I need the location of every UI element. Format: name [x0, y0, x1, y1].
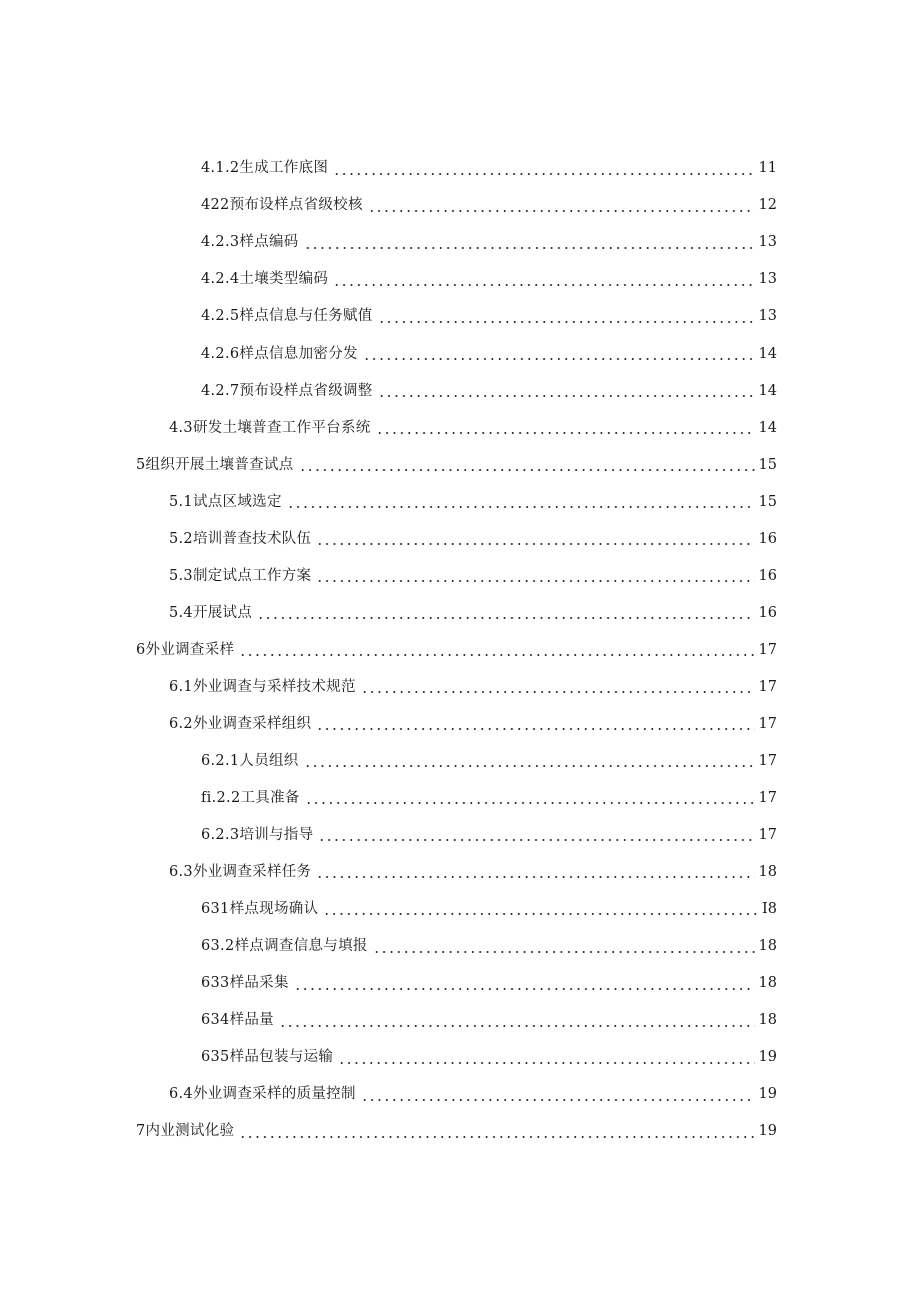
- dot-leader: [316, 532, 754, 546]
- toc-entry-label: 633样品采集: [201, 975, 289, 992]
- toc-entry-page: 17: [758, 790, 777, 807]
- toc-entry-page: 14: [758, 345, 777, 362]
- toc-entry[interactable]: [0, 483, 920, 520]
- toc-entry-page: 16: [758, 604, 777, 621]
- toc-entry[interactable]: [0, 1002, 920, 1039]
- dot-leader: [287, 495, 755, 509]
- toc-entry-label: 4.1.2生成工作底图: [201, 160, 329, 177]
- toc-entry-label: 4.2.7预布设样点省级调整: [201, 382, 373, 399]
- toc-entry[interactable]: [0, 409, 920, 446]
- table-of-contents: [0, 150, 920, 1150]
- toc-entry-label: 5.4开展试点: [169, 604, 253, 621]
- toc-entry-page: 12: [758, 197, 777, 214]
- toc-entry[interactable]: [0, 261, 920, 298]
- toc-entry-label: 631样点现场确认: [201, 901, 319, 918]
- toc-entry-page: 13: [758, 234, 777, 251]
- toc-entry[interactable]: [0, 335, 920, 372]
- toc-entry-label: 5组织开展土壤普查试点: [136, 456, 294, 473]
- toc-entry-page: 18: [758, 938, 777, 955]
- dot-leader: [361, 1088, 755, 1102]
- toc-entry[interactable]: [0, 854, 920, 891]
- toc-entry[interactable]: [0, 632, 920, 669]
- toc-entry-page: 17: [758, 678, 777, 695]
- dot-leader: [279, 1014, 755, 1028]
- dot-leader: [363, 347, 755, 361]
- toc-entry-page: 19: [758, 1086, 777, 1103]
- toc-entry-page: 18: [758, 864, 777, 881]
- toc-entry[interactable]: [0, 780, 920, 817]
- toc-entry-page: 18: [758, 975, 777, 992]
- toc-entry-label: 634样品量: [201, 1012, 274, 1029]
- dot-leader: [376, 421, 755, 435]
- toc-entry-label: 63.2样点调查信息与填报: [201, 938, 368, 955]
- toc-entry-page: 17: [758, 753, 777, 770]
- toc-entry[interactable]: [0, 1113, 920, 1150]
- toc-entry-page: I8: [762, 901, 777, 918]
- toc-entry[interactable]: [0, 1076, 920, 1113]
- toc-entry-page: 19: [758, 1049, 777, 1066]
- toc-entry[interactable]: [0, 224, 920, 261]
- toc-entry-label: 6外业调查采样: [136, 641, 235, 658]
- dot-leader: [333, 162, 754, 176]
- toc-entry[interactable]: [0, 595, 920, 632]
- toc-entry-label: 6.3外业调查采样任务: [169, 864, 312, 881]
- dot-leader: [316, 569, 754, 583]
- toc-entry-label: 5.2培训普查技术队伍: [169, 530, 312, 547]
- toc-entry-page: 15: [758, 493, 777, 510]
- toc-entry[interactable]: [0, 669, 920, 706]
- dot-leader: [378, 310, 755, 324]
- toc-entry[interactable]: [0, 150, 920, 187]
- dot-leader: [305, 791, 755, 805]
- dot-leader: [333, 273, 754, 287]
- toc-entry-label: 5.3制定试点工作方案: [169, 567, 312, 584]
- dot-leader: [294, 977, 755, 991]
- dot-leader: [304, 754, 755, 768]
- toc-entry[interactable]: [0, 446, 920, 483]
- toc-entry-page: 18: [758, 1012, 777, 1029]
- toc-entry-page: 15: [758, 456, 777, 473]
- dot-leader: [316, 865, 754, 879]
- dot-leader: [338, 1051, 754, 1065]
- toc-entry-label: 6.2.1人员组织: [201, 753, 299, 770]
- toc-entry[interactable]: [0, 520, 920, 557]
- toc-entry[interactable]: [0, 817, 920, 854]
- toc-entry-label: 4.3研发土壤普查工作平台系统: [169, 419, 371, 436]
- toc-entry-page: 17: [758, 715, 777, 732]
- dot-leader: [299, 458, 755, 472]
- toc-entry-page: 17: [758, 641, 777, 658]
- toc-entry-page: 11: [758, 160, 777, 177]
- toc-entry-label: fi.2.2工具准备: [201, 790, 300, 807]
- toc-entry-page: 17: [758, 827, 777, 844]
- toc-entry-page: 16: [758, 567, 777, 584]
- toc-entry-page: 14: [758, 419, 777, 436]
- toc-entry-page: 19: [758, 1123, 777, 1140]
- dot-leader: [373, 940, 755, 954]
- toc-entry-page: 16: [758, 530, 777, 547]
- toc-entry[interactable]: [0, 558, 920, 595]
- toc-entry-label: 4.2.5样点信息与任务赋值: [201, 308, 373, 325]
- dot-leader: [318, 828, 754, 842]
- toc-entry-label: 635样品包装与运输: [201, 1049, 334, 1066]
- toc-entry[interactable]: [0, 891, 920, 928]
- toc-entry-label: 5.1试点区域选定: [169, 493, 282, 510]
- toc-entry-page: 13: [758, 271, 777, 288]
- toc-entry-label: 6.2外业调查采样组织: [169, 715, 312, 732]
- dot-leader: [368, 199, 755, 213]
- dot-leader: [316, 717, 754, 731]
- toc-entry-page: 13: [758, 308, 777, 325]
- toc-entry[interactable]: [0, 706, 920, 743]
- dot-leader: [239, 643, 754, 657]
- dot-leader: [239, 1125, 754, 1139]
- toc-entry-page: 14: [758, 382, 777, 399]
- toc-entry-label: 6.2.3培训与指导: [201, 827, 314, 844]
- toc-entry-label: 7内业测试化验: [136, 1123, 235, 1140]
- toc-entry[interactable]: [0, 743, 920, 780]
- toc-entry[interactable]: [0, 372, 920, 409]
- toc-entry-label: 6.1外业调查与采样技术规范: [169, 678, 356, 695]
- dot-leader: [304, 236, 755, 250]
- dot-leader: [361, 680, 755, 694]
- toc-entry[interactable]: [0, 187, 920, 224]
- dot-leader: [257, 606, 754, 620]
- toc-entry[interactable]: [0, 298, 920, 335]
- toc-entry-label: 422预布设样点省级校核: [201, 197, 363, 214]
- toc-entry-label: 4.2.6样点信息加密分发: [201, 345, 358, 362]
- toc-entry[interactable]: [0, 965, 920, 1002]
- toc-entry-label: 6.4外业调查采样的质量控制: [169, 1086, 356, 1103]
- dot-leader: [323, 902, 758, 916]
- toc-entry-label: 4.2.4土壤类型编码: [201, 271, 329, 288]
- toc-entry-label: 4.2.3样点编码: [201, 234, 299, 251]
- toc-entry[interactable]: [0, 1039, 920, 1076]
- dot-leader: [378, 384, 755, 398]
- toc-entry[interactable]: [0, 928, 920, 965]
